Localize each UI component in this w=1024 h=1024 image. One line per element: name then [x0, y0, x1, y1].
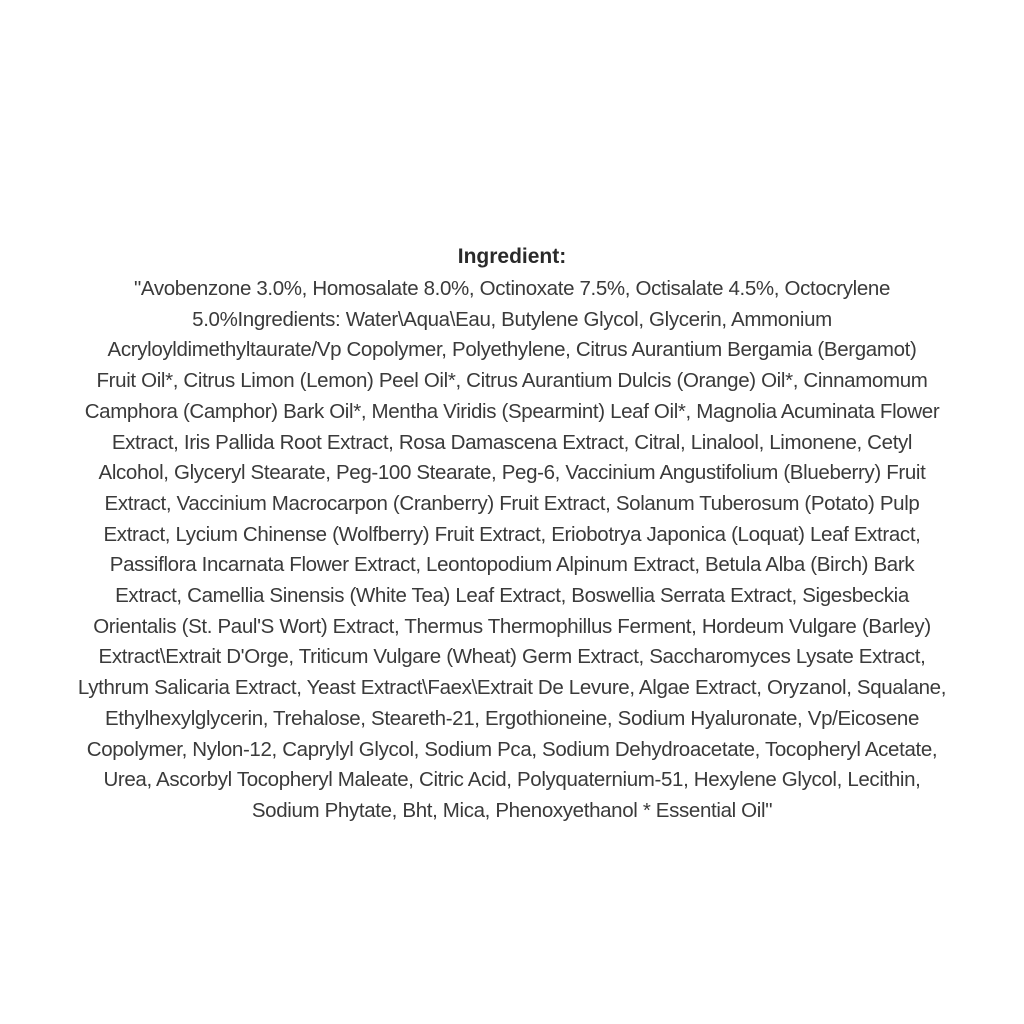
- ingredient-title: Ingredient:: [457, 245, 567, 268]
- ingredient-line: Extract, Lycium Chinense (Wolfberry) Fruit Extract, Eriobotrya Japonica (Loquat) Leaf Extract,: [103, 522, 921, 546]
- ingredient-line: Extract, Camellia Sinensis (White Tea) Leaf Extract, Boswellia Serrata Extract, Sigesbeckia: [115, 584, 909, 608]
- ingredient-line: Urea, Ascorbyl Tocopheryl Maleate, Citric Acid, Polyquaternium-51, Hexylene Glycol, Lecithin,: [103, 768, 921, 792]
- ingredient-line: Extract, Iris Pallida Root Extract, Rosa Damascena Extract, Citral, Linalool, Limonene, Cetyl: [111, 430, 913, 454]
- ingredient-line: Alcohol, Glyceryl Stearate, Peg-100 Stearate, Peg-6, Vaccinium Angustifolium (Blueberry) Fruit: [98, 461, 926, 485]
- ingredient-list: [30, 274, 994, 827]
- ingredient-line: Ethylhexylglycerin, Trehalose, Steareth-21, Ergothioneine, Sodium Hyaluronate, Vp/Eicosene: [104, 706, 920, 730]
- ingredient-line: Extract, Vaccinium Macrocarpon (Cranberry) Fruit Extract, Solanum Tuberosum (Potato) Pulp: [104, 491, 920, 515]
- ingredient-line: Sodium Phytate, Bht, Mica, Phenoxyethanol * Essential Oil": [251, 798, 773, 822]
- ingredient-line: Passiflora Incarnata Flower Extract, Leontopodium Alpinum Extract, Betula Alba (Birch) Bark: [109, 553, 915, 577]
- ingredient-line: Extract\Extrait D'Orge, Triticum Vulgare (Wheat) Germ Extract, Saccharomyces Lysate Extract,: [98, 645, 926, 669]
- ingredient-line: Copolymer, Nylon-12, Caprylyl Glycol, Sodium Pca, Sodium Dehydroacetate, Tocopheryl Acetate,: [86, 737, 938, 761]
- ingredient-line: Lythrum Salicaria Extract, Yeast Extract\Faex\Extrait De Levure, Algae Extract, Oryzanol, Squalane,: [77, 676, 947, 700]
- ingredient-line: "Avobenzone 3.0%, Homosalate 8.0%, Octinoxate 7.5%, Octisalate 4.5%, Octocrylene: [133, 277, 891, 300]
- ingredient-line: Acryloyldimethyltaurate/Vp Copolymer, Polyethylene, Citrus Aurantium Bergamia (Bergamot): [107, 338, 917, 362]
- ingredient-block: [30, 240, 994, 827]
- ingredient-line: Camphora (Camphor) Bark Oil*, Mentha Viridis (Spearmint) Leaf Oil*, Magnolia Acuminata Flower: [84, 399, 940, 423]
- ingredient-line: Orientalis (St. Paul'S Wort) Extract, Thermus Thermophillus Ferment, Hordeum Vulgare (Barley): [93, 614, 931, 638]
- ingredient-line: 5.0%Ingredients: Water\Aqua\Eau, Butylene Glycol, Glycerin, Ammonium: [192, 307, 832, 331]
- ingredient-line: Fruit Oil*, Citrus Limon (Lemon) Peel Oil*, Citrus Aurantium Dulcis (Orange) Oil*, Cinnamomum: [96, 369, 928, 393]
